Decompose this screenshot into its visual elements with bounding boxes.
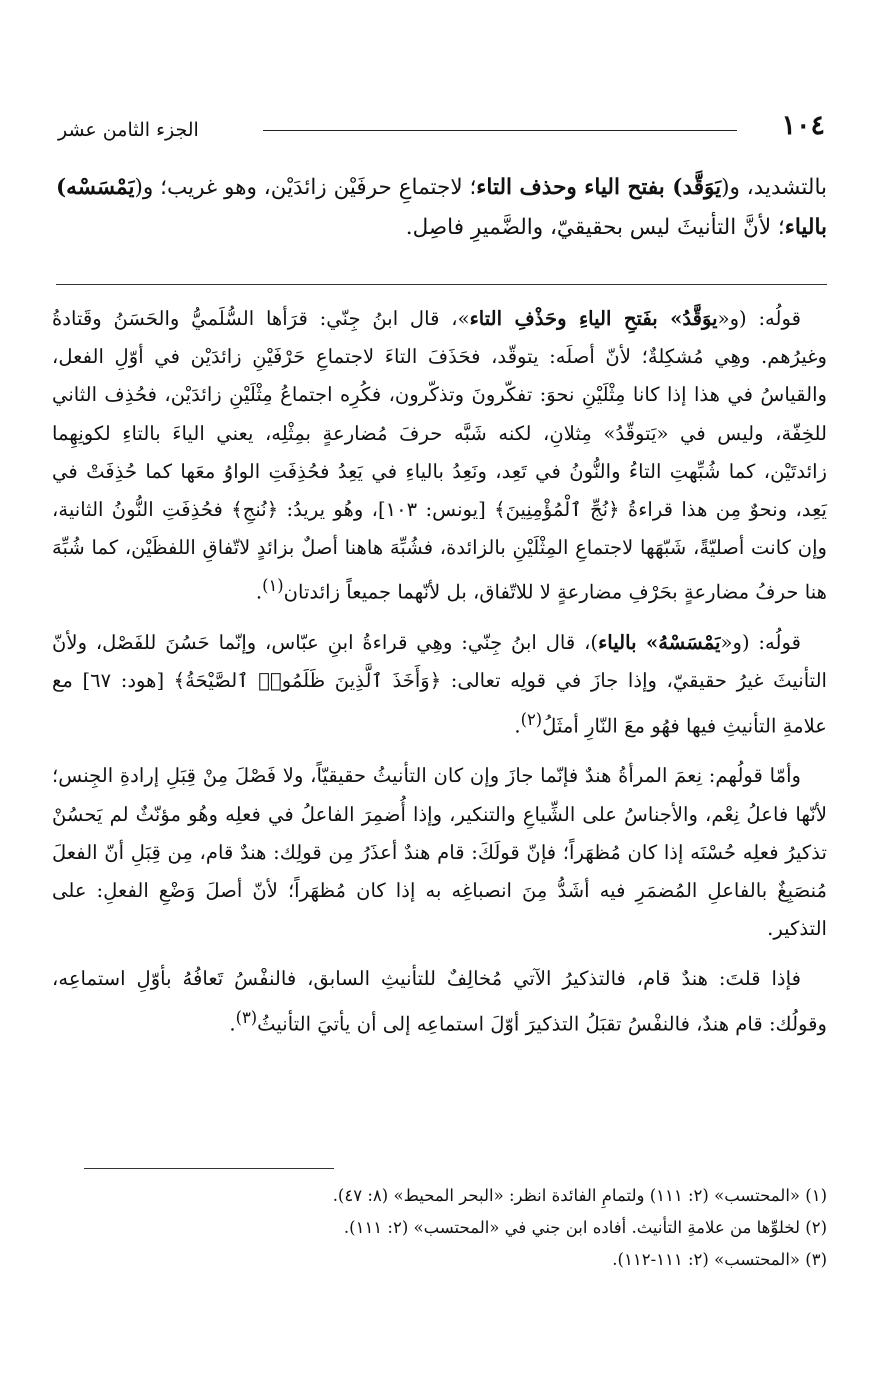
matn-bold: يَمْسَسْه) بالياء (56, 175, 827, 240)
main-text (56, 168, 827, 248)
main-text-paragraph (56, 168, 827, 248)
footnote-item: (١) «المحتسب» (٢: ١١١) ولتمامِ الفائدة انظر: «البحر المحيط» (٨: ٤٧). (332, 1186, 827, 1205)
matn-text: بالتشديد، و( (721, 175, 827, 200)
page-header (58, 106, 825, 150)
section-divider (56, 284, 827, 285)
commentary-text: قولُه: (و« (717, 307, 802, 330)
page-number: ١٠٤ (781, 110, 825, 141)
commentary-text: . (229, 1012, 236, 1036)
commentary-lemma: يَمْسَسْهُ» بالياء (598, 631, 721, 655)
footnote-item: (٣) «المحتسب» (٢: ١١١-١١٢). (612, 1250, 827, 1269)
commentary-text: )، قال ابنُ جِنّي: وهِي قراءةُ ابنِ عبّاس، وإنّما حَسُنَ للفَصْل، ولأنّ التأنيثَ غيرُ حقيقيّ، وإذا جازَ في قولِه تعالى: ﴿وَأَخَذَ ٱلَّذِينَ ظَلَمُوا۟ ٱلصَّيْحَةُ﴾ [هود: ٦٧] مع علامةِ التأنيثِ فيها فهُو معَ النّارِ أمثَلُ (52, 631, 827, 738)
commentary-text: . (255, 580, 263, 604)
footnote-ref[interactable]: (١) (262, 576, 284, 596)
footnote-divider (84, 1168, 334, 1169)
footnote-ref[interactable]: (٣) (235, 1007, 258, 1027)
commentary-lemma: يوَقَّدُ» بفَتحِ الياءِ وحَذْفِ التاء (469, 307, 718, 330)
commentary-text: فإذا قلتَ: هندٌ قام، فالتذكيرُ الآتي مُخالِفٌ للتأنيثِ السابق، فالنفْسُ تَعافُهُ بأوّلِ استماعِه، وقولُك: قام هندٌ، فالنفْسُ تقبَلُ التذكيرَ أوّلَ استماعِه إلى أن يأتيَ التأنيثُ (52, 967, 827, 1036)
commentary-paragraph: وأمّا قولُهم: نِعمَ المرأةُ هندٌ فإنّما جازَ وإن كان التأنيثُ حقيقيّاً، ولا فَصْلَ مِنْ قِبَلِ إرادةِ الجِنس؛ لأنّها فاعلُ نِعْم، والأجناسُ على الشِّياعِ والتنكير، وإذا أُضمِرَ الفاعلُ في فعلِه وهُو مؤنّثٌ لم يَحسُنْ تذكيرُ فعلِه حُسْنَه إذا كان مُظهَراً؛ فإنّ قولَكَ: قام هندٌ أعذَرُ مِن قولِك: هندٌ قام، مِن قِبَلِ أنّ الفعلَ مُنصَبِغٌ بالفاعلِ المُضمَرِ فيه أشَدُّ مِنَ انصباغِه به إذا كان مُظهَراً؛ لأنّ أصلَ وَضْعِ الفعلِ: على التذكير. (52, 764, 827, 941)
footnote-ref[interactable]: (٢) (520, 709, 543, 729)
commentary-paragraph (52, 624, 827, 745)
commentary-paragraph (52, 300, 827, 612)
footnotes (84, 1180, 827, 1276)
footnote-item: (٢) لخلوِّها من علامةِ التأنيث. أفاده ابن جني في «المحتسب» (٢: ١١١). (343, 1218, 827, 1237)
matn-bold: يَوَقَّد) بفتح الياء وحذف التاء (476, 175, 722, 200)
commentary (52, 300, 827, 1055)
commentary-text: قولُه: (و« (720, 631, 801, 655)
commentary-text: »، قال ابنُ جِنّي: قرَأها السُّلَميُّ والحَسَنُ وقَتادةُ وغيرُهم. وهِي مُشكِلةٌ؛ لأنّ أصلَه: يتوقّد، فحَذَفَ التاءَ لاجتماعِ حَرْفَيْنِ زائدَيْن في أوّلِ الفعل، والقياسُ في هذا إذا كانا مِثْلَيْنِ نحوَ: تفكّرونَ وتذكّرون، فكُرِه اجتماعُ مِثْلَيْنِ زائدَيْن، فحُذِف الثاني للخِفّة، وليس في «يَتوقّدُ» مِثلانِ، لكنه شَبَّه حرفَ مُضارعةٍ بمِثْلِه، يعني الياءَ بالتاءِ لكونِهِما زائدتَيْن، كما شُبِّهتِ التاءُ والنُّونُ في تَعِد، ونَعِدُ بالياءِ في يَعِدُ فحُذِفَتِ الواوُ معَها كما حُذِفَتْ في يَعِد، ونحوٌ مِن هذا قراءةُ ﴿نُجِّ ٱلْمُؤْمِنِينَ﴾ [يونس: ١٠٣]، وهُو يريدُ: ﴿نُنجِ﴾ فحُذِفَتِ النُّونُ الثانية، وإن كانت أصليّةً، شَبّهَها لاجتماعِ المِثْلَيْنِ بالزائدة، فشُبِّهَ هاهنا أصلٌ بزائدٍ لاتّفاقِ اللفظَيْن، كما شُبِّهَ هنا حرفُ مضارعةٍ بحَرْفِ مضارعةٍ لا للاتّفاق، بل لأنّهما جميعاً زائدتان (52, 307, 827, 604)
running-title: الجزء الثامن عشر (58, 119, 199, 141)
matn-text: ؛ لأنَّ التأنيثَ ليس بحقيقيّ، والضَّميرِ فاصِل. (405, 215, 785, 240)
commentary-text: . (514, 714, 521, 738)
matn-text: ؛ لاجتماعِ حرفَيْن زائدَيْن، وهو غريب؛ و( (134, 175, 477, 200)
commentary-paragraph (52, 960, 827, 1043)
header-rule (263, 130, 737, 131)
